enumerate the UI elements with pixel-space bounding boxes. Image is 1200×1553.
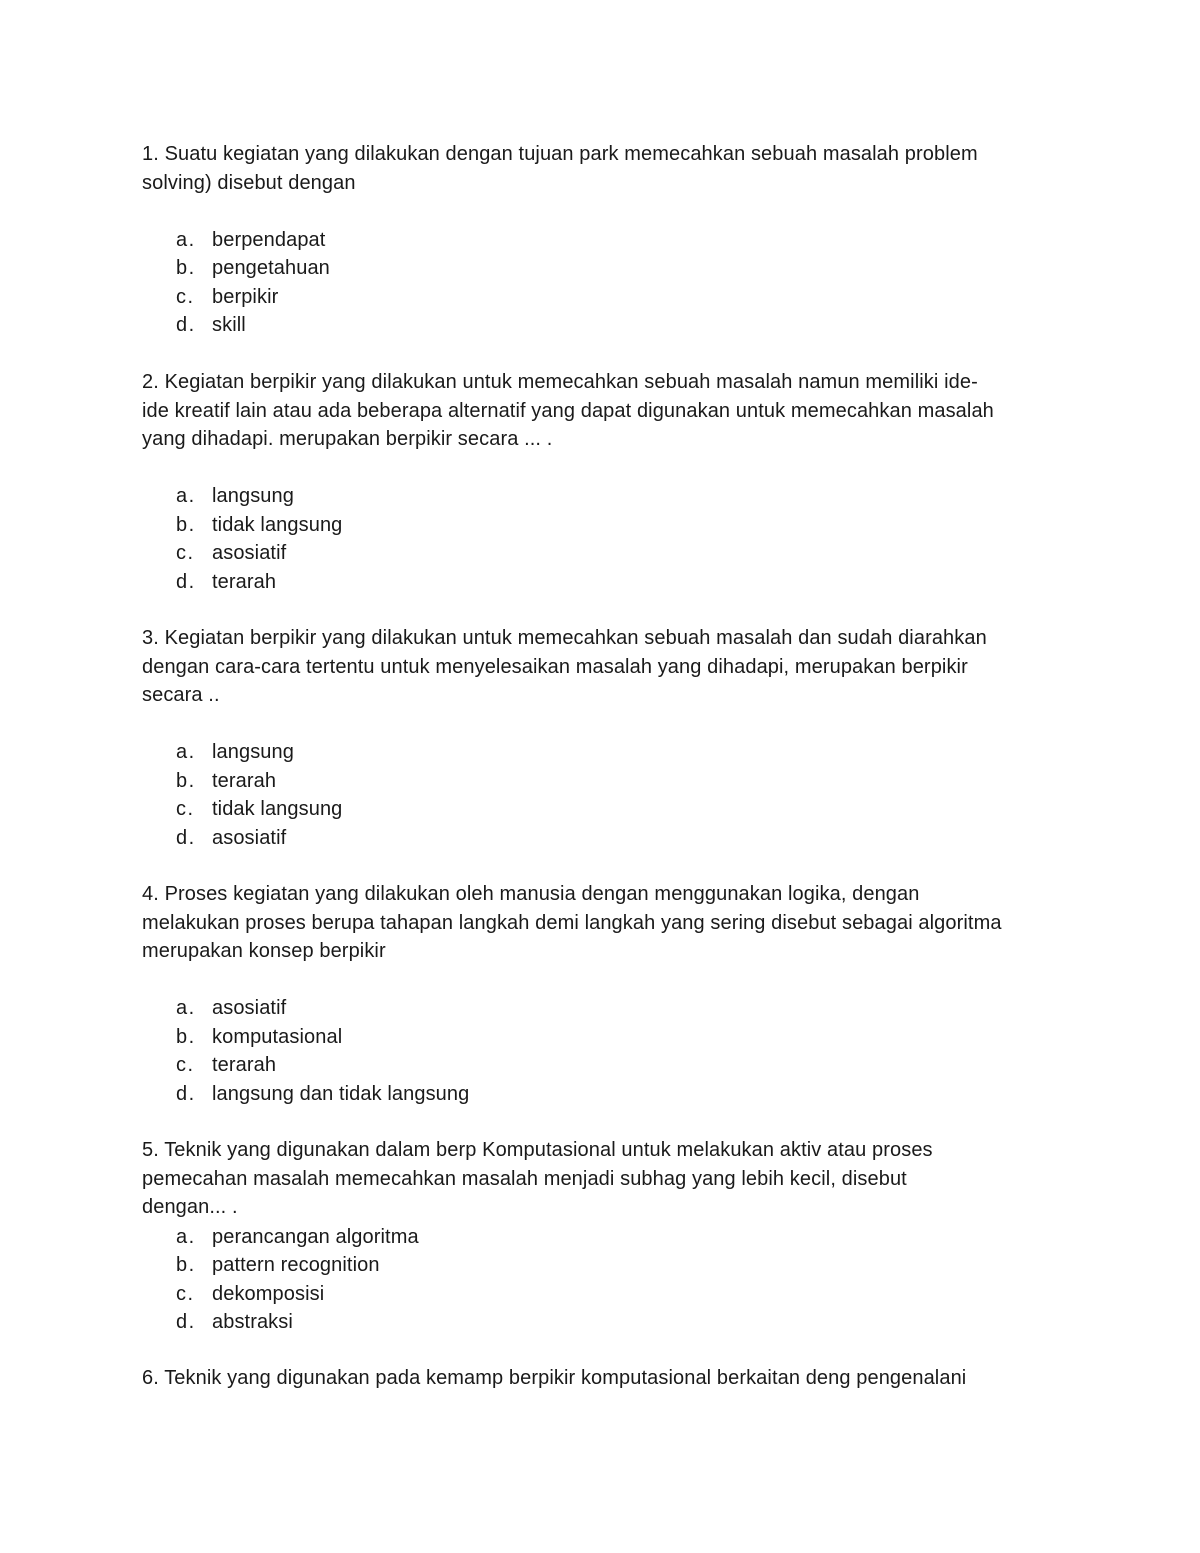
option-text: langsung [212, 741, 294, 763]
option-item [142, 568, 1072, 597]
option-letter: a. [176, 485, 196, 507]
option-letter: c. [176, 542, 195, 564]
option-text: terarah [212, 570, 277, 593]
option-text: tidak langsung [212, 798, 343, 820]
option-item [142, 1223, 1072, 1252]
option-letter: d. [176, 826, 196, 849]
option-item [142, 539, 1072, 568]
question-body: Teknik yang digunakan pada kemamp berpikir komputasional berkaitan deng pengenalani [164, 1367, 967, 1389]
option-letter: b. [176, 257, 196, 279]
option-text: tidak langsung [212, 513, 343, 536]
option-text: asosiatif [212, 542, 287, 564]
option-item [142, 1080, 1072, 1109]
option-letter: c. [176, 798, 195, 820]
option-text: berpendapat [212, 228, 326, 251]
option-letter: c. [176, 1282, 195, 1305]
option-item [142, 226, 1072, 255]
option-item [142, 511, 1072, 540]
question-body: Proses kegiatan yang dilakukan oleh manusia dengan menggunakan logika, dengan melakukan proses berupa tahapan langkah demi langkah yang sering disebut sebagai algoritma merupakan konsep berpikir [142, 883, 1002, 962]
option-item [142, 795, 1072, 824]
option-letter: c. [176, 1054, 195, 1076]
question-6 [142, 1364, 1072, 1393]
question-3 [142, 624, 1072, 852]
option-item [142, 824, 1072, 853]
question-number: 2. [142, 371, 159, 393]
question-text [142, 1364, 1072, 1393]
question-number: 6. [142, 1367, 159, 1389]
question-text [142, 624, 1072, 710]
option-item [142, 1023, 1072, 1052]
option-letter: b. [176, 513, 196, 536]
option-item [142, 1280, 1072, 1309]
option-item [142, 738, 1072, 767]
option-text: terarah [212, 1054, 277, 1076]
option-item [142, 254, 1072, 283]
option-letter: c. [176, 285, 195, 308]
option-text: komputasional [212, 1025, 343, 1048]
question-5 [142, 1136, 1072, 1337]
question-text [142, 140, 1072, 197]
options-list [142, 738, 1072, 852]
question-number: 5. [142, 1139, 159, 1161]
question-number: 4. [142, 883, 159, 905]
option-text: skill [212, 314, 246, 336]
option-letter: d. [176, 570, 196, 593]
options-list [142, 482, 1072, 596]
option-text: asosiatif [212, 826, 287, 849]
option-text: asosiatif [212, 997, 287, 1019]
options-list [142, 994, 1072, 1108]
option-text: langsung [212, 485, 294, 507]
option-letter: a. [176, 228, 196, 251]
option-letter: b. [176, 1254, 196, 1276]
question-text [142, 368, 1072, 454]
question-2 [142, 368, 1072, 596]
option-text: perancangan algoritma [212, 1225, 419, 1248]
option-text: abstraksi [212, 1311, 293, 1333]
question-1 [142, 140, 1072, 340]
option-item [142, 283, 1072, 312]
option-letter: d. [176, 314, 196, 336]
option-letter: d. [176, 1311, 196, 1333]
options-list [142, 1223, 1072, 1337]
option-text: langsung dan tidak langsung [212, 1082, 470, 1105]
option-letter: b. [176, 769, 196, 792]
question-number: 3. [142, 627, 159, 649]
option-text: pattern recognition [212, 1254, 380, 1276]
option-text: berpikir [212, 285, 279, 308]
option-item [142, 994, 1072, 1023]
question-body: Teknik yang digunakan dalam berp Komputasional untuk melakukan aktiv atau proses pemecahan masalah memecahkan masalah menjadi subhag yang lebih kecil, disebut dengan... . [142, 1139, 933, 1218]
option-text: pengetahuan [212, 257, 330, 279]
question-text [142, 1136, 1072, 1222]
option-letter: b. [176, 1025, 196, 1048]
option-item [142, 1051, 1072, 1080]
options-list [142, 226, 1072, 340]
question-number: 1. [142, 143, 159, 165]
option-letter: d. [176, 1082, 196, 1105]
option-item [142, 1308, 1072, 1337]
question-body: Kegiatan berpikir yang dilakukan untuk memecahkan sebuah masalah dan sudah diarahkan dengan cara-cara tertentu untuk menyelesaikan masalah yang dihadapi, merupakan berpikir secara .. [142, 627, 987, 706]
question-body: Suatu kegiatan yang dilakukan dengan tujuan park memecahkan sebuah masalah problem solving) disebut dengan [142, 143, 978, 194]
option-item [142, 767, 1072, 796]
question-text [142, 880, 1072, 966]
option-letter: a. [176, 741, 196, 763]
option-item [142, 1251, 1072, 1280]
question-4 [142, 880, 1072, 1108]
option-text: dekomposisi [212, 1282, 325, 1305]
option-letter: a. [176, 1225, 196, 1248]
option-text: terarah [212, 769, 277, 792]
option-letter: a. [176, 997, 196, 1019]
question-body: Kegiatan berpikir yang dilakukan untuk memecahkan sebuah masalah namun memiliki ide- ide kreatif lain atau ada beberapa alternatif yang dapat digunakan untuk memecahkan masalah yang dihadapi. merupakan berpikir secara ... . [142, 371, 994, 450]
option-item [142, 482, 1072, 511]
option-item [142, 311, 1072, 340]
